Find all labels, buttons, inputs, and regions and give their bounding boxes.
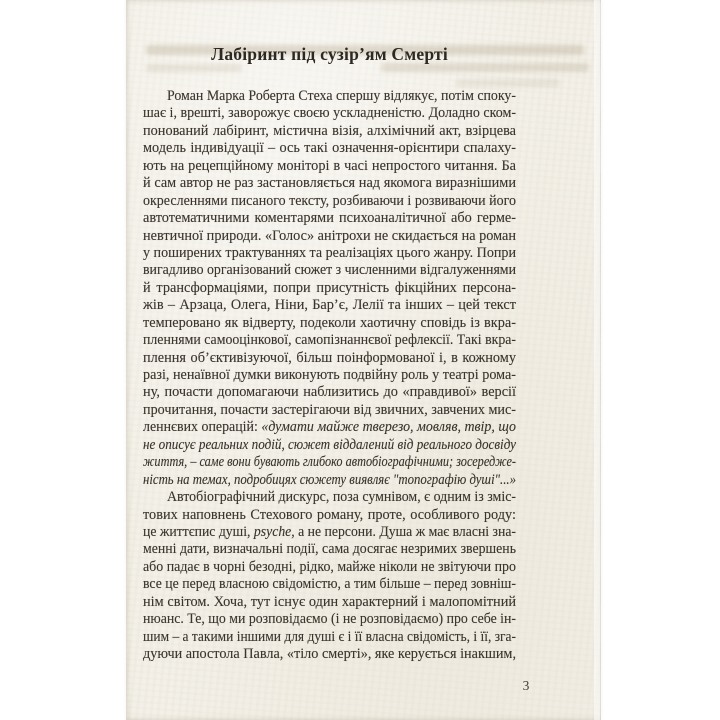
text-line: тових наповнень Стехового роману, проте, особливого роду: (143, 506, 516, 523)
text-line: темперовано як відверту, подеколи хаотичну сповідь із вкра- (143, 314, 516, 331)
text-line: модель індивідуації – ось такі означення-орієнтири спалаху- (143, 140, 516, 157)
text-line: невтичної природи. «Голос» анітрохи не скидається на роман (143, 227, 516, 244)
text-line: шає і, врешті, заворожує своєю ускладненістю. Доладно ском- (143, 105, 516, 122)
text-line: ність на темах, подробицях сюжету виявляє "топографію душі"...» (143, 471, 516, 488)
text-line: Автобіографічний дискурс, поза сумнівом, є одним із зміс- (167, 489, 516, 506)
text-line: це життєпис душі, psyche, а не персони. Душа ж має власні зна- (143, 523, 516, 540)
text-line: прочитання, почасти застерігаючи від звичних, завчених мис- (143, 401, 516, 418)
text-line: й сам автор не раз застановляється над якомога виразнішими (143, 175, 516, 192)
page-number: 3 (522, 678, 530, 693)
text-line: пленнями самооцінкової, самопізнаннєвої рефлексії. Такі вкра- (143, 332, 516, 349)
text-line: окресленнями писаного тексту, розбиваючи і розвиваючи його (143, 192, 516, 209)
text-line: автотематичними коментарями психоаналітичної або герме- (143, 210, 516, 227)
text-line: у поширених трактуваннях та реалізаціях цього жанру. Попри (143, 244, 516, 261)
text-line: понований лабіринт, містична візія, алхімічний акт, взірцева (143, 122, 516, 139)
text-line: шим – а такими іншими для душі є і її власна свідомість, і її, зга- (143, 628, 516, 645)
bleed-through-text (146, 64, 242, 72)
text-line: або падає в чорні безодні, рідко, майже ніколи не звітуючи про (143, 558, 516, 575)
text-line: жів – Арзаца, Олега, Ніни, Бар’є, Лелії та інших – цей текст (143, 297, 516, 314)
text-line: ють на рецепційному моніторі в часі непростого читання. Ба (143, 157, 516, 174)
text-line: й трансформаціями, попри присутність фікційних персона- (143, 279, 516, 296)
chapter-title: Лабіринт під сузір’ям Смерті (211, 44, 448, 64)
text-line: все це перед власною свідомістю, а тим більше – перед зовніш- (143, 576, 516, 593)
text-line: разі, ненаївної думки виконують подвійну роль у театрі рома- (143, 367, 516, 383)
text-line: менні дати, визначальні події, сама досягає незримих звершень (143, 541, 516, 558)
text-line: ну, почасти допомагаючи наблизитись до «правдивої» версії (143, 384, 516, 401)
text-line: нюанс. Те, що ми розповідаємо (і не розповідаємо) про себе ін- (143, 611, 516, 628)
book-page (126, 0, 601, 720)
text-line: плення об’єктивізуючої, більш поінформованої і, в кожному (143, 349, 516, 366)
text-line: вигадливо організований сюжет з численними відгалуженнями (143, 262, 516, 279)
text-line: нім світом. Хоча, тут існує один характерний і малопомітний (143, 593, 516, 610)
text-line: життя, – саме вони бувають глибоко автобіографічними; зосередже- (143, 454, 516, 471)
bleed-through-text (456, 79, 560, 87)
text-line: Роман Марка Роберта Стеха спершу відлякує, потім споку- (167, 88, 516, 104)
body-text (143, 88, 516, 663)
text-line: леннєвих операцій: «думати майже тверезо, мовляв, твір, що (143, 419, 516, 436)
text-line: не описує реальних подій, сюжет віддалений від реального досвіду (143, 436, 516, 453)
text-line: дуючи апостола Павла, «тіло смерті», яке керується інакшим, (143, 646, 516, 662)
